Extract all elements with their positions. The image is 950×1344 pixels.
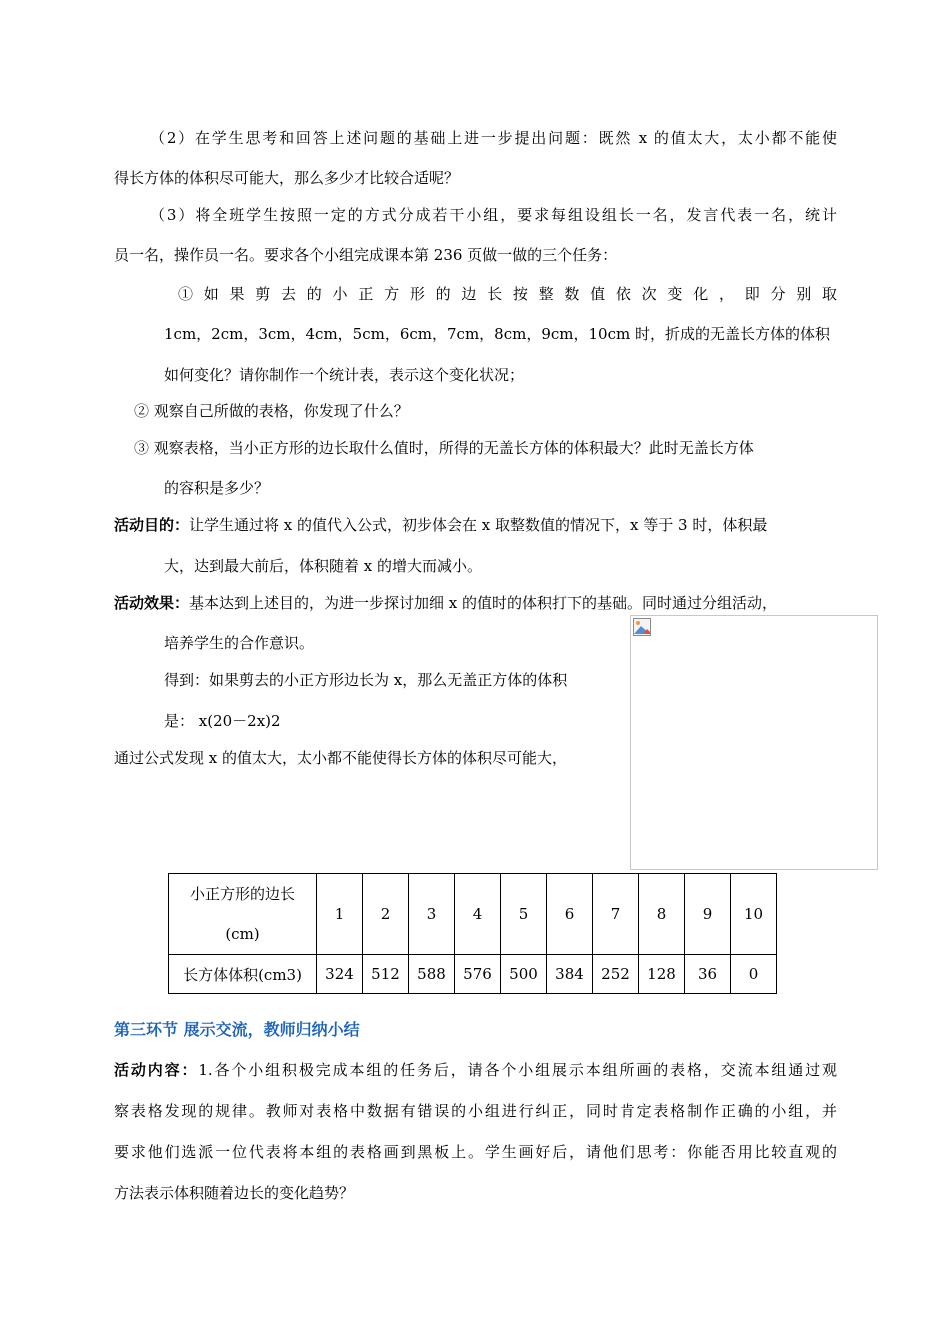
activity-effect-label: 活动效果： xyxy=(114,594,190,612)
table-cell: 512 xyxy=(363,955,409,994)
table-cell: 324 xyxy=(317,955,363,994)
paragraph-3-line-2: 员一名，操作员一名。要求各个小组完成课本第 236 页做一做的三个任务： xyxy=(114,246,618,264)
task-3-line-2: 的容积是多少？ xyxy=(164,479,270,497)
table-cell: 8 xyxy=(639,874,685,955)
table-cell: 9 xyxy=(685,874,731,955)
activity-effect-line-1 xyxy=(114,593,777,613)
image-placeholder xyxy=(630,615,878,870)
formula-observation: 通过公式发现 x 的值太大，太小都不能使得长方体的体积尽可能大， xyxy=(114,749,567,767)
table-cell: 576 xyxy=(455,955,501,994)
table-cell: 252 xyxy=(593,955,639,994)
table-cell: 3 xyxy=(409,874,455,955)
result-line-1: 得到：如果剪去的小正方形边长为 x，那么无盖正方体的体积 xyxy=(164,671,568,689)
table-row-side-length xyxy=(169,874,777,955)
task-1-line-2: 1cm，2cm，3cm，4cm，5cm，6cm，7cm，8cm，9cm，10cm 时，折成的无盖长方体的体积 xyxy=(164,325,830,343)
section-3-content-line-4: 方法表示体积随着边长的变化趋势？ xyxy=(114,1184,355,1202)
section-3-content-line-2: 察表格发现的规律。教师对表格中数据有错误的小组进行纠正，同时肯定表格制作正确的小组，并 xyxy=(114,1102,837,1120)
broken-image-icon xyxy=(633,618,651,636)
table-cell: 2 xyxy=(363,874,409,955)
activity-goal-line-1 xyxy=(114,515,767,535)
table-row-volume xyxy=(169,955,777,994)
section-3-heading: 第三环节 展示交流，教师归纳小结 xyxy=(114,1020,360,1039)
table-cell: 36 xyxy=(685,955,731,994)
section-3-content-line-1 xyxy=(114,1060,837,1080)
table-cell: 128 xyxy=(639,955,685,994)
table-cell: 6 xyxy=(547,874,593,955)
paragraph-3-line-1: （3）将全班学生按照一定的方式分成若干小组，要求每组设组长一名，发言代表一名，统计 xyxy=(150,206,837,224)
task-1-line-1: ① 如 果 剪 去 的 小 正 方 形 的 边 长 按 整 数 值 依 次 变 化 ， 即 分 别 取 xyxy=(178,285,837,303)
activity-goal-label: 活动目的： xyxy=(114,516,190,534)
section-3-content-text: 1.各个小组积极完成本组的任务后，请各个小组展示本组所画的表格，交流本组通过观 xyxy=(198,1061,837,1079)
paragraph-2-line-1: （2）在学生思考和回答上述问题的基础上进一步提出问题：既然 x 的值太大，太小都不能使 xyxy=(150,129,837,147)
table-cell: 7 xyxy=(593,874,639,955)
activity-effect-line-2: 培养学生的合作意识。 xyxy=(164,634,315,652)
section-3-content-label: 活动内容： xyxy=(114,1061,199,1079)
task-2: ② 观察自己所做的表格，你发现了什么？ xyxy=(134,402,409,420)
activity-goal-line-2: 大，达到最大前后，体积随着 x 的增大而减小。 xyxy=(164,557,482,575)
paragraph-2-line-2: 得长方体的体积尽可能大，那么多少才比较合适呢？ xyxy=(114,169,460,187)
table-cell: 4 xyxy=(455,874,501,955)
task-3-line-1: ③ 观察表格，当小正方形的边长取什么值时，所得的无盖长方体的体积最大？此时无盖长方体 xyxy=(134,439,754,457)
table-cell: 1 xyxy=(317,874,363,955)
table-cell: 384 xyxy=(547,955,593,994)
volume-table xyxy=(168,873,777,994)
table-cell: 588 xyxy=(409,955,455,994)
section-3-content-line-3: 要求他们选派一位代表将本组的表格画到黑板上。学生画好后，请他们思考：你能否用比较直观的 xyxy=(114,1143,837,1161)
table-header-volume: 长方体体积(cm3) xyxy=(169,955,317,994)
table-cell: 5 xyxy=(501,874,547,955)
task-1-line-3: 如何变化？请你制作一个统计表，表示这个变化状况； xyxy=(164,366,525,384)
table-cell: 10 xyxy=(731,874,777,955)
table-cell: 500 xyxy=(501,955,547,994)
result-formula: 是： x(20－2x)2 xyxy=(164,712,281,730)
activity-goal-text: 让学生通过将 x 的值代入公式，初步体会在 x 取整数值的情况下，x 等于 3 时，体积最 xyxy=(189,516,768,534)
table-cell: 0 xyxy=(731,955,777,994)
activity-effect-text: 基本达到上述目的，为进一步探讨加细 x 的值时的体积打下的基础。同时通过分组活动， xyxy=(189,594,778,612)
table-header-side-length: 小正方形的边长 (cm) xyxy=(169,874,317,955)
